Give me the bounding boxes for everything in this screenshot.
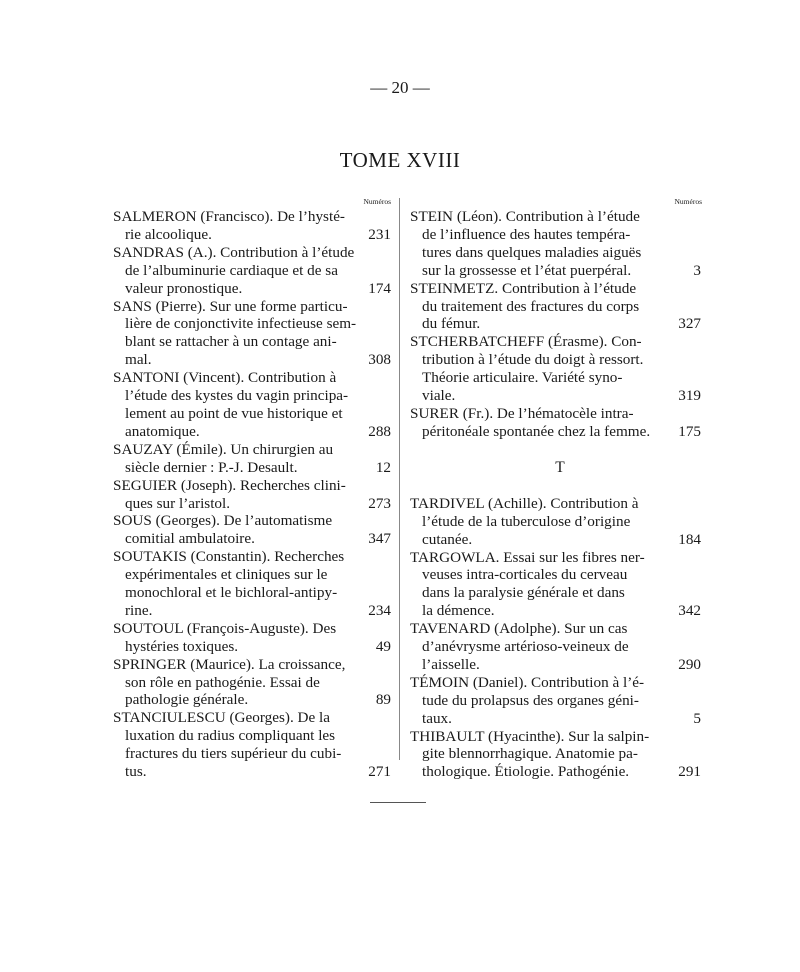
thesis-number: 347 bbox=[368, 530, 391, 548]
entry-continuation-line: pathologie générale. bbox=[125, 691, 249, 709]
entry-continuation-line: son rôle en pathogénie. Essai de bbox=[125, 673, 320, 691]
thesis-number: 12 bbox=[375, 458, 391, 476]
index-entry bbox=[410, 279, 701, 334]
entry-heading-line: SOUTAKIS (Constantin). Recherches bbox=[113, 548, 345, 566]
entry-heading-line: SANTONI (Vincent). Contribution à bbox=[113, 369, 337, 387]
entry-continuation-line: comitial ambulatoire. bbox=[125, 530, 255, 548]
section-letter: T bbox=[555, 458, 565, 476]
entry-continuation-line: anatomique. bbox=[125, 422, 200, 440]
entry-heading-line: SPRINGER (Maurice). La croissance, bbox=[113, 655, 346, 673]
entry-continuation-line: dans la paralysie générale et dans bbox=[422, 584, 625, 602]
index-entry bbox=[410, 727, 701, 782]
thesis-number: 327 bbox=[678, 315, 701, 333]
entry-list bbox=[410, 208, 701, 441]
index-entry bbox=[410, 673, 701, 728]
thesis-number: 234 bbox=[368, 601, 391, 619]
entry-continuation-line: de l’influence des hautes tempéra- bbox=[422, 225, 631, 243]
entry-continuation-line: du fémur. bbox=[422, 315, 481, 333]
right-column bbox=[410, 196, 702, 781]
index-entry bbox=[410, 333, 701, 405]
entry-heading-line: STCHERBATCHEFF (Érasme). Con- bbox=[410, 333, 642, 351]
thesis-number: 319 bbox=[678, 387, 701, 405]
thesis-number: 89 bbox=[375, 691, 391, 709]
entry-continuation-line: tribution à l’étude du doigt à ressort. bbox=[422, 351, 644, 369]
index-entry bbox=[410, 494, 701, 549]
index-entry bbox=[113, 441, 391, 477]
entry-continuation-line: rie alcoolique. bbox=[125, 225, 212, 243]
entry-continuation-line: lière de conjonctivite infectieuse sem- bbox=[125, 315, 357, 333]
entry-continuation-line: de l’albuminurie cardiaque et de sa bbox=[125, 261, 338, 279]
entry-heading-line: SURER (Fr.). De l’hématocèle intra- bbox=[410, 404, 634, 422]
index-entry bbox=[410, 208, 701, 280]
index-entry bbox=[113, 656, 391, 710]
entry-heading-line: STANCIULESCU (Georges). De la bbox=[113, 709, 330, 727]
entry-continuation-line: siècle dernier : P.-J. Desault. bbox=[125, 458, 298, 476]
entry-continuation-line: luxation du radius compliquant les bbox=[125, 727, 336, 745]
entry-heading-line: SANDRAS (A.). Contribution à l’étude bbox=[113, 243, 355, 261]
entry-continuation-line: péritonéale spontanée chez la femme. bbox=[422, 422, 651, 440]
index-entry bbox=[113, 369, 391, 441]
index-entry bbox=[113, 477, 391, 513]
entry-continuation-line: fractures du tiers supérieur du cubi- bbox=[125, 745, 342, 763]
entry-heading-line: TAVENARD (Adolphe). Sur un cas bbox=[410, 620, 628, 638]
index-entry bbox=[113, 620, 391, 656]
entry-continuation-line: blant se rattacher à un contage ani- bbox=[125, 333, 337, 351]
entry-continuation-line: veuses intra-corticales du cerveau bbox=[422, 566, 628, 584]
left-column bbox=[113, 196, 391, 781]
thesis-number: 273 bbox=[368, 494, 391, 512]
thesis-number: 271 bbox=[368, 763, 391, 781]
entry-list bbox=[410, 494, 701, 782]
entry-continuation-line: tude du prolapsus des organes géni- bbox=[422, 691, 639, 709]
thesis-number: 291 bbox=[678, 763, 701, 781]
column-header: Numéros bbox=[674, 197, 702, 206]
entry-continuation-line: tures dans quelques maladies aiguës bbox=[422, 243, 642, 261]
entry-continuation-line: viale. bbox=[422, 387, 456, 405]
page-title: TOME XVIII bbox=[339, 148, 461, 172]
index-entry bbox=[113, 548, 391, 620]
entry-continuation-line: taux. bbox=[422, 709, 452, 727]
entry-continuation-line: gite blennorrhagique. Anatomie pa- bbox=[422, 745, 638, 763]
entry-heading-line: STEINMETZ. Contribution à l’étude bbox=[410, 279, 637, 297]
index-entry bbox=[410, 620, 701, 674]
entry-continuation-line: thologique. Étiologie. Pathogénie. bbox=[422, 763, 630, 781]
entry-continuation-line: expérimentales et cliniques sur le bbox=[125, 566, 328, 584]
thesis-number: 3 bbox=[693, 261, 701, 279]
thesis-number: 231 bbox=[368, 225, 391, 243]
entry-continuation-line: mal. bbox=[125, 351, 152, 369]
entry-heading-line: THIBAULT (Hyacinthe). Sur la salpin- bbox=[410, 727, 650, 745]
index-entry bbox=[113, 298, 391, 370]
entry-continuation-line: sur la grossesse et l’état puerpéral. bbox=[422, 261, 632, 279]
index-entry bbox=[410, 548, 701, 621]
thesis-number: 288 bbox=[368, 422, 391, 440]
entry-heading-line: TARDIVEL (Achille). Contribution à bbox=[410, 494, 639, 512]
thesis-number: 49 bbox=[375, 637, 391, 655]
page-number: — 20 — bbox=[370, 78, 430, 97]
entry-continuation-line: lement au point de vue historique et bbox=[125, 404, 343, 422]
thesis-number: 184 bbox=[678, 530, 701, 548]
entry-continuation-line: ques sur l’aristol. bbox=[125, 494, 231, 512]
index-entry bbox=[113, 512, 391, 548]
thesis-number: 174 bbox=[368, 279, 391, 297]
end-rule bbox=[370, 802, 426, 803]
column-header: Numéros bbox=[363, 197, 391, 206]
entry-heading-line: SOUTOUL (François-Auguste). Des bbox=[113, 619, 337, 637]
thesis-number: 342 bbox=[678, 602, 701, 620]
entry-continuation-line: du traitement des fractures du corps bbox=[422, 297, 640, 315]
index-entry bbox=[113, 208, 391, 244]
entry-continuation-line: Théorie articulaire. Variété syno- bbox=[422, 369, 623, 387]
entry-heading-line: SAUZAY (Émile). Un chirurgien au bbox=[113, 440, 334, 458]
entry-continuation-line: cutanée. bbox=[422, 530, 473, 548]
thesis-number: 308 bbox=[368, 351, 391, 369]
index-entry bbox=[410, 404, 701, 441]
thesis-number: 175 bbox=[678, 422, 701, 440]
thesis-number: 5 bbox=[693, 709, 701, 727]
entry-continuation-line: monochloral et le bichloral-antipy- bbox=[125, 584, 338, 602]
entry-heading-line: SOUS (Georges). De l’automatisme bbox=[113, 512, 333, 530]
entry-continuation-line: hystéries toxiques. bbox=[125, 637, 239, 655]
entry-continuation-line: valeur pronostique. bbox=[125, 279, 243, 297]
entry-continuation-line: l’étude de la tuberculose d’origine bbox=[422, 512, 631, 530]
entry-heading-line: SALMERON (Francisco). De l’hysté- bbox=[113, 208, 345, 225]
column-divider bbox=[399, 198, 400, 760]
entry-heading-line: TARGOWLA. Essai sur les fibres ner- bbox=[410, 548, 645, 566]
entry-continuation-line: tus. bbox=[125, 763, 147, 781]
entry-continuation-line: rine. bbox=[125, 601, 153, 619]
entry-continuation-line: l’aisselle. bbox=[422, 655, 480, 673]
entry-heading-line: SEGUIER (Joseph). Recherches clini- bbox=[113, 476, 346, 494]
entry-heading-line: SANS (Pierre). Sur une forme particu- bbox=[113, 297, 348, 315]
entry-continuation-line: la démence. bbox=[422, 602, 495, 620]
index-entry bbox=[113, 709, 391, 781]
entry-list bbox=[113, 208, 391, 781]
entry-heading-line: STEIN (Léon). Contribution à l’étude bbox=[410, 208, 640, 225]
thesis-number: 290 bbox=[678, 655, 701, 673]
index-entry bbox=[113, 244, 391, 298]
entry-heading-line: TÉMOIN (Daniel). Contribution à l’é- bbox=[410, 673, 645, 691]
entry-continuation-line: d’anévrysme artérioso-veineux de bbox=[422, 638, 629, 656]
entry-continuation-line: l’étude des kystes du vagin principa- bbox=[125, 387, 349, 405]
